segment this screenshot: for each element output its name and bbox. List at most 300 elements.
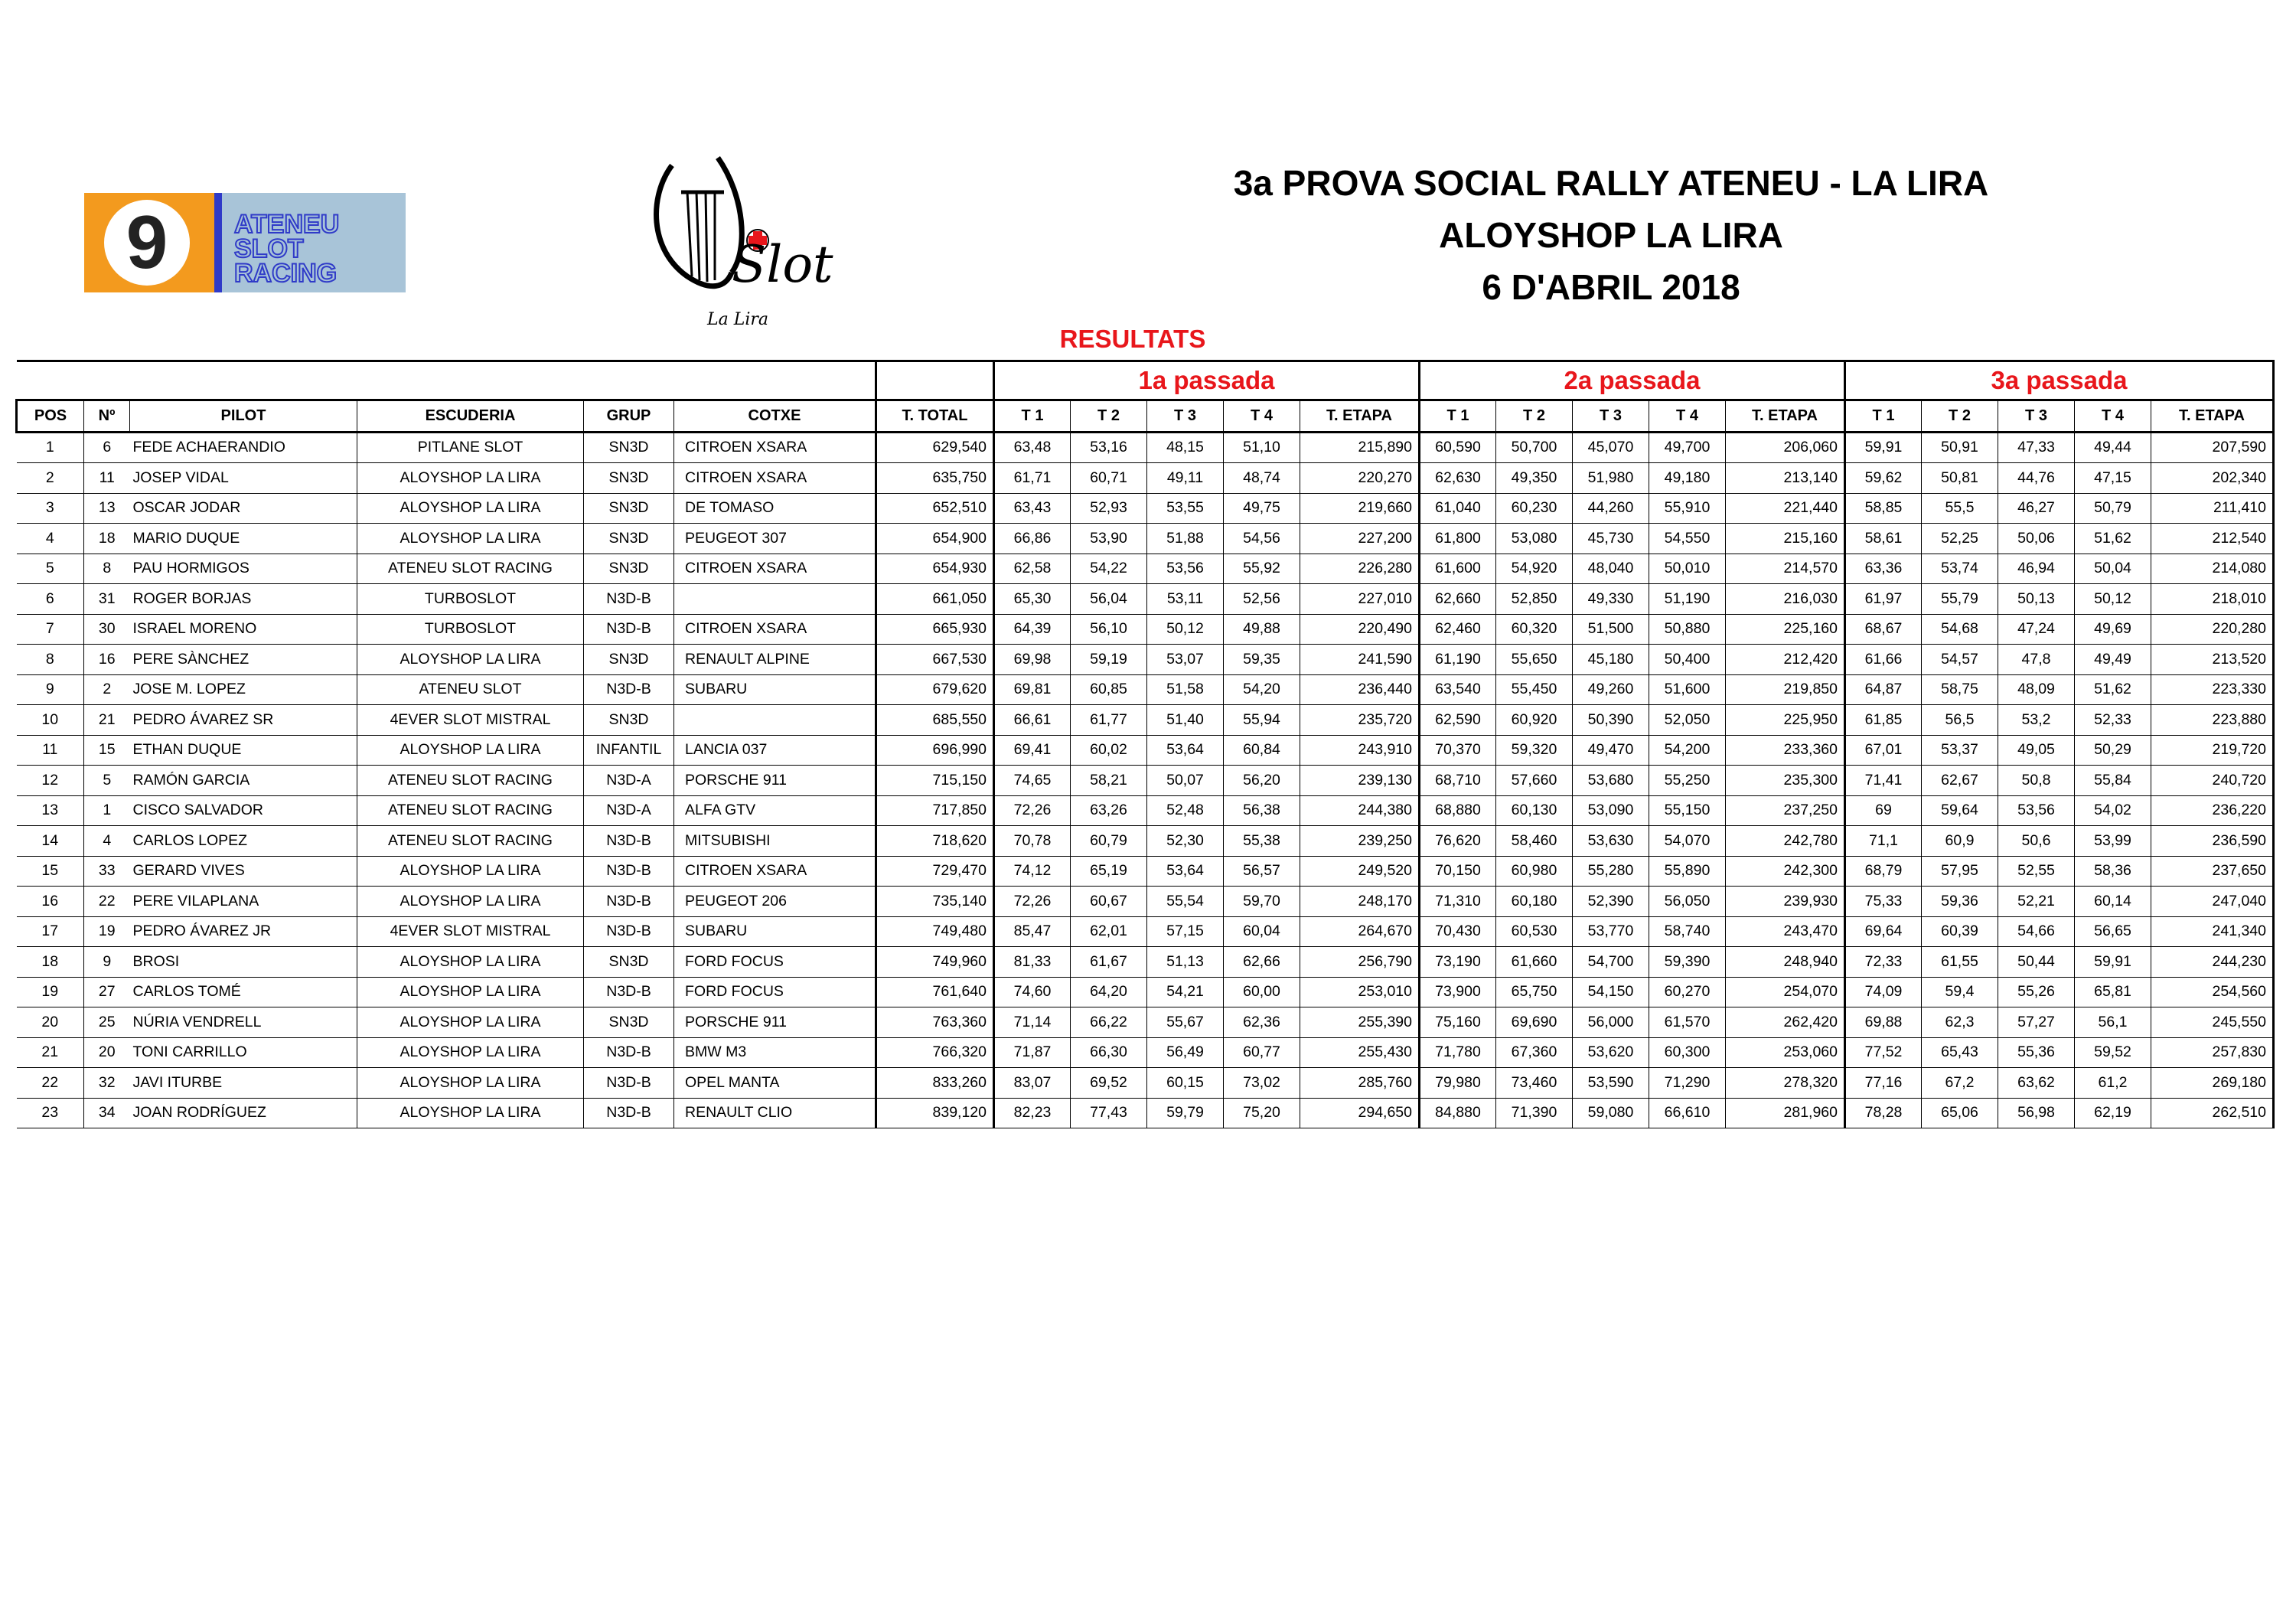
lyre-string-1 [687,192,692,276]
cell-p3-t3: 44,76 [1998,463,2075,494]
la-lira-slot-logo [641,150,833,334]
cell-p2-t1: 60,590 [1420,432,1496,463]
cell-p2-t1: 73,900 [1420,977,1496,1007]
results-table [15,360,2275,1128]
cell-p2-t1: 61,800 [1420,524,1496,554]
cell-p3-t2: 54,57 [1922,645,1998,675]
cell-p1-t3: 53,11 [1147,584,1224,615]
cell-p1-t2: 60,79 [1071,826,1147,857]
cell-total: 635,750 [876,463,994,494]
cell-number: 1 [84,795,130,826]
col-header-p3-t1: T 1 [1845,400,1922,433]
cell-p2-t4: 55,910 [1649,493,1726,524]
cell-p1-t3: 52,30 [1147,826,1224,857]
cell-escuderia: ATENEU SLOT RACING [357,795,584,826]
cell-total: 679,620 [876,674,994,705]
cell-p3-t4: 47,15 [2075,463,2151,494]
col-header-p2-t4: T 4 [1649,400,1726,433]
cell-p3-t4: 53,99 [2075,826,2151,857]
col-header-p3-t2: T 2 [1922,400,1998,433]
col-header-p3-etapa: T. ETAPA [2151,400,2274,433]
cell-p3-t2: 56,5 [1922,705,1998,736]
cell-grup: N3D-B [584,614,674,645]
cell-p3-t3: 63,62 [1998,1068,2075,1099]
cell-p2-t1: 62,460 [1420,614,1496,645]
cell-p1-t1: 82,23 [994,1098,1071,1128]
cell-escuderia: ALOYSHOP LA LIRA [357,947,584,978]
cell-p1-t4: 59,35 [1224,645,1300,675]
cell-number: 20 [84,1037,130,1068]
table-row [17,1098,2274,1128]
cell-p3-t4: 58,36 [2075,856,2151,887]
passada-header-row [17,361,2274,400]
cell-p2-t3: 54,150 [1573,977,1649,1007]
cell-p1-etapa: 226,280 [1300,554,1420,584]
cell-p1-t2: 63,26 [1071,795,1147,826]
col-header-p1-t2: T 2 [1071,400,1147,433]
cell-p2-etapa: 221,440 [1726,493,1845,524]
cell-p2-t1: 75,160 [1420,1007,1496,1038]
col-header-p3-t4: T 4 [2075,400,2151,433]
cell-p1-etapa: 255,430 [1300,1037,1420,1068]
cell-p1-t1: 61,71 [994,463,1071,494]
cell-p1-t1: 65,30 [994,584,1071,615]
cell-p3-t1: 75,33 [1845,887,1922,917]
cell-number: 34 [84,1098,130,1128]
cell-p2-t2: 61,660 [1496,947,1573,978]
cell-grup: N3D-A [584,795,674,826]
cell-p2-etapa: 216,030 [1726,584,1845,615]
cell-pilot: ROGER BORJAS [130,584,357,615]
cell-number: 31 [84,584,130,615]
cell-p1-t1: 69,41 [994,735,1071,766]
cell-p1-t2: 60,67 [1071,887,1147,917]
cell-p3-t4: 54,02 [2075,795,2151,826]
cell-p1-t3: 51,58 [1147,674,1224,705]
table-row [17,705,2274,736]
page-subtitle: ALOYSHOP LA LIRA [1439,215,1783,255]
cell-p1-t2: 69,52 [1071,1068,1147,1099]
cell-p3-t1: 69,64 [1845,916,1922,947]
cell-p2-t2: 60,180 [1496,887,1573,917]
cell-p3-t3: 47,24 [1998,614,2075,645]
cell-p3-t1: 72,33 [1845,947,1922,978]
cell-p2-t3: 45,070 [1573,432,1649,463]
passada-3-label: 3a passada [1845,361,2274,400]
cell-p2-t1: 79,980 [1420,1068,1496,1099]
cell-number: 11 [84,463,130,494]
cell-p3-t4: 59,91 [2075,947,2151,978]
cell-cotxe: OPEL MANTA [674,1068,876,1099]
cell-p1-t2: 60,71 [1071,463,1147,494]
cell-p3-t2: 57,95 [1922,856,1998,887]
cell-p1-t1: 74,65 [994,766,1071,796]
cell-p3-t3: 50,06 [1998,524,2075,554]
cell-total: 763,360 [876,1007,994,1038]
cell-number: 30 [84,614,130,645]
cell-cotxe: CITROEN XSARA [674,614,876,645]
cell-number: 2 [84,674,130,705]
cell-p1-t3: 57,15 [1147,916,1224,947]
cell-p2-etapa: 219,850 [1726,674,1845,705]
cell-number: 32 [84,1068,130,1099]
cell-p2-t4: 50,880 [1649,614,1726,645]
cell-cotxe [674,584,876,615]
cell-p1-etapa: 215,890 [1300,432,1420,463]
cell-p1-t3: 52,48 [1147,795,1224,826]
cell-p1-t2: 60,02 [1071,735,1147,766]
cell-pilot: GERARD VIVES [130,856,357,887]
cell-total: 749,480 [876,916,994,947]
cell-p3-etapa: 262,510 [2151,1098,2274,1128]
cell-pilot: TONI CARRILLO [130,1037,357,1068]
col-header-pilot: PILOT [130,400,357,433]
cell-cotxe: RENAULT CLIO [674,1098,876,1128]
cell-p3-t1: 71,1 [1845,826,1922,857]
cell-p1-t4: 56,38 [1224,795,1300,826]
cell-p1-t2: 53,16 [1071,432,1147,463]
cell-number: 15 [84,735,130,766]
cell-p3-t4: 60,14 [2075,887,2151,917]
cell-p3-t3: 48,09 [1998,674,2075,705]
cell-grup: SN3D [584,645,674,675]
cell-p2-t1: 62,590 [1420,705,1496,736]
cell-cotxe [674,705,876,736]
cell-total: 735,140 [876,887,994,917]
cell-p2-t1: 73,190 [1420,947,1496,978]
cell-p3-t4: 61,2 [2075,1068,2151,1099]
col-header-grup: GRUP [584,400,674,433]
cell-p2-t4: 50,400 [1649,645,1726,675]
cell-cotxe: MITSUBISHI [674,826,876,857]
col-header-escuderia: ESCUDERIA [357,400,584,433]
cell-number: 4 [84,826,130,857]
cell-grup: SN3D [584,705,674,736]
cell-p1-etapa: 241,590 [1300,645,1420,675]
passada-2-label: 2a passada [1420,361,1845,400]
cell-p1-t1: 64,39 [994,614,1071,645]
cell-p2-t3: 54,700 [1573,947,1649,978]
cell-p2-etapa: 262,420 [1726,1007,1845,1038]
cell-p1-t1: 70,78 [994,826,1071,857]
cell-escuderia: ALOYSHOP LA LIRA [357,463,584,494]
cell-grup: SN3D [584,947,674,978]
cell-p3-t2: 59,36 [1922,887,1998,917]
cell-p3-t1: 71,41 [1845,766,1922,796]
cell-p2-etapa: 239,930 [1726,887,1845,917]
cell-p1-etapa: 243,910 [1300,735,1420,766]
cell-total: 665,930 [876,614,994,645]
cell-p3-t1: 67,01 [1845,735,1922,766]
cell-p3-t3: 47,8 [1998,645,2075,675]
cell-p2-t3: 49,470 [1573,735,1649,766]
column-header-row [17,400,2274,433]
cell-p3-etapa: 244,230 [2151,947,2274,978]
cell-p3-t2: 62,67 [1922,766,1998,796]
cell-pos: 10 [17,705,84,736]
cell-p3-etapa: 207,590 [2151,432,2274,463]
col-header-p1-etapa: T. ETAPA [1300,400,1420,433]
cell-p3-t1: 64,87 [1845,674,1922,705]
cell-p1-etapa: 227,200 [1300,524,1420,554]
cell-escuderia: ALOYSHOP LA LIRA [357,977,584,1007]
cell-p1-t4: 48,74 [1224,463,1300,494]
cell-pilot: JOSE M. LOPEZ [130,674,357,705]
cell-p2-etapa: 278,320 [1726,1068,1845,1099]
cell-p2-t2: 73,460 [1496,1068,1573,1099]
cell-p1-t2: 60,85 [1071,674,1147,705]
cell-p1-t3: 53,56 [1147,554,1224,584]
cell-p1-t1: 66,86 [994,524,1071,554]
cell-grup: N3D-B [584,977,674,1007]
table-row [17,766,2274,796]
cell-p1-t1: 74,60 [994,977,1071,1007]
cell-pos: 17 [17,916,84,947]
table-row [17,524,2274,554]
cell-total: 729,470 [876,856,994,887]
cell-p3-t2: 59,64 [1922,795,1998,826]
cell-p1-t4: 56,57 [1224,856,1300,887]
cell-p2-t2: 50,700 [1496,432,1573,463]
cell-total: 654,930 [876,554,994,584]
cell-pilot: CARLOS LOPEZ [130,826,357,857]
cell-p1-etapa: 253,010 [1300,977,1420,1007]
cell-p2-etapa: 213,140 [1726,463,1845,494]
cell-p2-t2: 60,230 [1496,493,1573,524]
cell-p3-t4: 56,1 [2075,1007,2151,1038]
cell-p2-t3: 51,500 [1573,614,1649,645]
cell-p3-t1: 69 [1845,795,1922,826]
lyre-string-3 [706,192,707,282]
cell-cotxe: CITROEN XSARA [674,856,876,887]
cell-p2-t2: 69,690 [1496,1007,1573,1038]
cell-number: 9 [84,947,130,978]
cell-pos: 7 [17,614,84,645]
cell-p2-etapa: 237,250 [1726,795,1845,826]
cell-pilot: MARIO DUQUE [130,524,357,554]
cell-cotxe: PORSCHE 911 [674,1007,876,1038]
cell-p3-etapa: 202,340 [2151,463,2274,494]
cell-p3-t3: 55,36 [1998,1037,2075,1068]
cell-p1-t2: 66,22 [1071,1007,1147,1038]
cell-p3-t1: 61,97 [1845,584,1922,615]
cell-p1-t4: 55,92 [1224,554,1300,584]
cell-number: 16 [84,645,130,675]
cell-p2-t1: 61,040 [1420,493,1496,524]
cell-p1-t3: 49,11 [1147,463,1224,494]
cell-escuderia: ALOYSHOP LA LIRA [357,735,584,766]
col-header-p1-t4: T 4 [1224,400,1300,433]
cell-p1-t3: 53,64 [1147,735,1224,766]
cell-grup: SN3D [584,554,674,584]
table-row [17,432,2274,463]
cell-p1-t3: 55,54 [1147,887,1224,917]
cell-p3-t1: 58,61 [1845,524,1922,554]
cell-p3-t3: 54,66 [1998,916,2075,947]
cell-p1-t2: 61,77 [1071,705,1147,736]
cell-p2-t4: 49,700 [1649,432,1726,463]
cell-p2-etapa: 225,950 [1726,705,1845,736]
cell-number: 33 [84,856,130,887]
cell-p3-t2: 55,5 [1922,493,1998,524]
cell-p1-t4: 60,77 [1224,1037,1300,1068]
cell-p1-t3: 50,07 [1147,766,1224,796]
table-row [17,826,2274,857]
cell-p1-t4: 62,66 [1224,947,1300,978]
cell-p2-t3: 53,770 [1573,916,1649,947]
cell-p1-t2: 56,04 [1071,584,1147,615]
cell-number: 19 [84,916,130,947]
cell-p1-t4: 49,75 [1224,493,1300,524]
cell-p1-t4: 54,56 [1224,524,1300,554]
cell-p1-t2: 65,19 [1071,856,1147,887]
cell-p3-t4: 51,62 [2075,674,2151,705]
cell-p3-t3: 46,94 [1998,554,2075,584]
cell-escuderia: TURBOSLOT [357,614,584,645]
cell-pos: 21 [17,1037,84,1068]
cell-pos: 3 [17,493,84,524]
cell-cotxe: BMW M3 [674,1037,876,1068]
page-title: 3a PROVA SOCIAL RALLY ATENEU - LA LIRA [1233,163,1989,203]
cell-pilot: PAU HORMIGOS [130,554,357,584]
cell-grup: INFANTIL [584,735,674,766]
cell-p2-t1: 61,190 [1420,645,1496,675]
cell-p3-t4: 52,33 [2075,705,2151,736]
cell-p2-t2: 60,530 [1496,916,1573,947]
cell-p2-t1: 70,430 [1420,916,1496,947]
lyre-string-2 [696,192,700,280]
cell-grup: SN3D [584,493,674,524]
cell-p1-t3: 51,13 [1147,947,1224,978]
cell-p3-t3: 49,05 [1998,735,2075,766]
cell-p3-t4: 49,49 [2075,645,2151,675]
cell-p1-etapa: 227,010 [1300,584,1420,615]
table-row [17,856,2274,887]
cell-p1-t1: 74,12 [994,856,1071,887]
cell-p1-etapa: 220,490 [1300,614,1420,645]
cell-p2-t2: 57,660 [1496,766,1573,796]
cell-p2-t3: 52,390 [1573,887,1649,917]
cell-p3-t4: 50,04 [2075,554,2151,584]
cell-p2-etapa: 248,940 [1726,947,1845,978]
cell-p2-t4: 59,390 [1649,947,1726,978]
cell-p1-t4: 60,04 [1224,916,1300,947]
cell-p2-t4: 51,600 [1649,674,1726,705]
cell-p2-t3: 59,080 [1573,1098,1649,1128]
table-row [17,887,2274,917]
col-header-p3-t3: T 3 [1998,400,2075,433]
cell-grup: N3D-B [584,1098,674,1128]
cell-pos: 14 [17,826,84,857]
cell-p3-t1: 59,62 [1845,463,1922,494]
cell-p1-t4: 75,20 [1224,1098,1300,1128]
cell-total: 661,050 [876,584,994,615]
cell-cotxe: CITROEN XSARA [674,432,876,463]
cell-pos: 13 [17,795,84,826]
cell-p1-etapa: 249,520 [1300,856,1420,887]
cell-p3-t2: 50,81 [1922,463,1998,494]
cell-p3-etapa: 254,560 [2151,977,2274,1007]
logo-number: 9 [126,200,168,284]
table-row [17,645,2274,675]
cell-p3-t3: 53,2 [1998,705,2075,736]
cell-p1-t3: 50,12 [1147,614,1224,645]
cell-pos: 1 [17,432,84,463]
cell-escuderia: ATENEU SLOT RACING [357,554,584,584]
cell-p1-t4: 55,94 [1224,705,1300,736]
cell-cotxe: FORD FOCUS [674,947,876,978]
table-row [17,554,2274,584]
cell-p3-t3: 56,98 [1998,1098,2075,1128]
cell-cotxe: FORD FOCUS [674,977,876,1007]
table-row [17,674,2274,705]
cell-p1-t1: 69,98 [994,645,1071,675]
cell-p3-t4: 59,52 [2075,1037,2151,1068]
cell-cotxe: PEUGEOT 206 [674,887,876,917]
cell-pos: 9 [17,674,84,705]
cell-total: 667,530 [876,645,994,675]
cell-p1-t4: 51,10 [1224,432,1300,463]
cell-p3-t2: 62,3 [1922,1007,1998,1038]
cell-p1-t3: 55,67 [1147,1007,1224,1038]
cell-p1-t3: 53,07 [1147,645,1224,675]
cell-cotxe: PEUGEOT 307 [674,524,876,554]
cell-pilot: JOSEP VIDAL [130,463,357,494]
cell-pilot: PEDRO ÁVAREZ SR [130,705,357,736]
cell-p1-t4: 56,20 [1224,766,1300,796]
cell-total: 715,150 [876,766,994,796]
cell-p2-t4: 66,610 [1649,1098,1726,1128]
cell-p2-t4: 54,200 [1649,735,1726,766]
cell-p2-etapa: 233,360 [1726,735,1845,766]
cell-p2-t2: 60,920 [1496,705,1573,736]
cell-p1-etapa: 264,670 [1300,916,1420,947]
cell-p3-t3: 50,6 [1998,826,2075,857]
cell-p3-etapa: 245,550 [2151,1007,2274,1038]
cell-p3-t4: 55,84 [2075,766,2151,796]
header-spacer-total [876,361,994,400]
cell-p1-t1: 81,33 [994,947,1071,978]
cell-p2-t1: 68,710 [1420,766,1496,796]
cell-number: 25 [84,1007,130,1038]
cell-pilot: FEDE ACHAERANDIO [130,432,357,463]
cell-p1-t3: 51,40 [1147,705,1224,736]
logo-slot-text: Slot [732,235,833,294]
cell-escuderia: TURBOSLOT [357,584,584,615]
cell-p3-t3: 57,27 [1998,1007,2075,1038]
cell-p3-etapa: 269,180 [2151,1068,2274,1099]
cell-pos: 23 [17,1098,84,1128]
cell-grup: N3D-B [584,856,674,887]
cell-p3-t1: 58,85 [1845,493,1922,524]
cell-pilot: JAVI ITURBE [130,1068,357,1099]
cell-p3-t1: 61,66 [1845,645,1922,675]
cell-cotxe: DE TOMASO [674,493,876,524]
cell-p1-t3: 54,21 [1147,977,1224,1007]
cell-p1-etapa: 294,650 [1300,1098,1420,1128]
cell-p3-t1: 68,67 [1845,614,1922,645]
cell-p3-t1: 74,09 [1845,977,1922,1007]
cell-p2-t3: 53,630 [1573,826,1649,857]
cell-p2-t4: 60,270 [1649,977,1726,1007]
cell-p2-etapa: 242,300 [1726,856,1845,887]
cell-p2-t4: 61,570 [1649,1007,1726,1038]
cell-p1-t4: 60,84 [1224,735,1300,766]
cell-p2-t1: 61,600 [1420,554,1496,584]
col-header-pos: POS [17,400,84,433]
cell-p3-t2: 65,06 [1922,1098,1998,1128]
cell-p3-t2: 54,68 [1922,614,1998,645]
